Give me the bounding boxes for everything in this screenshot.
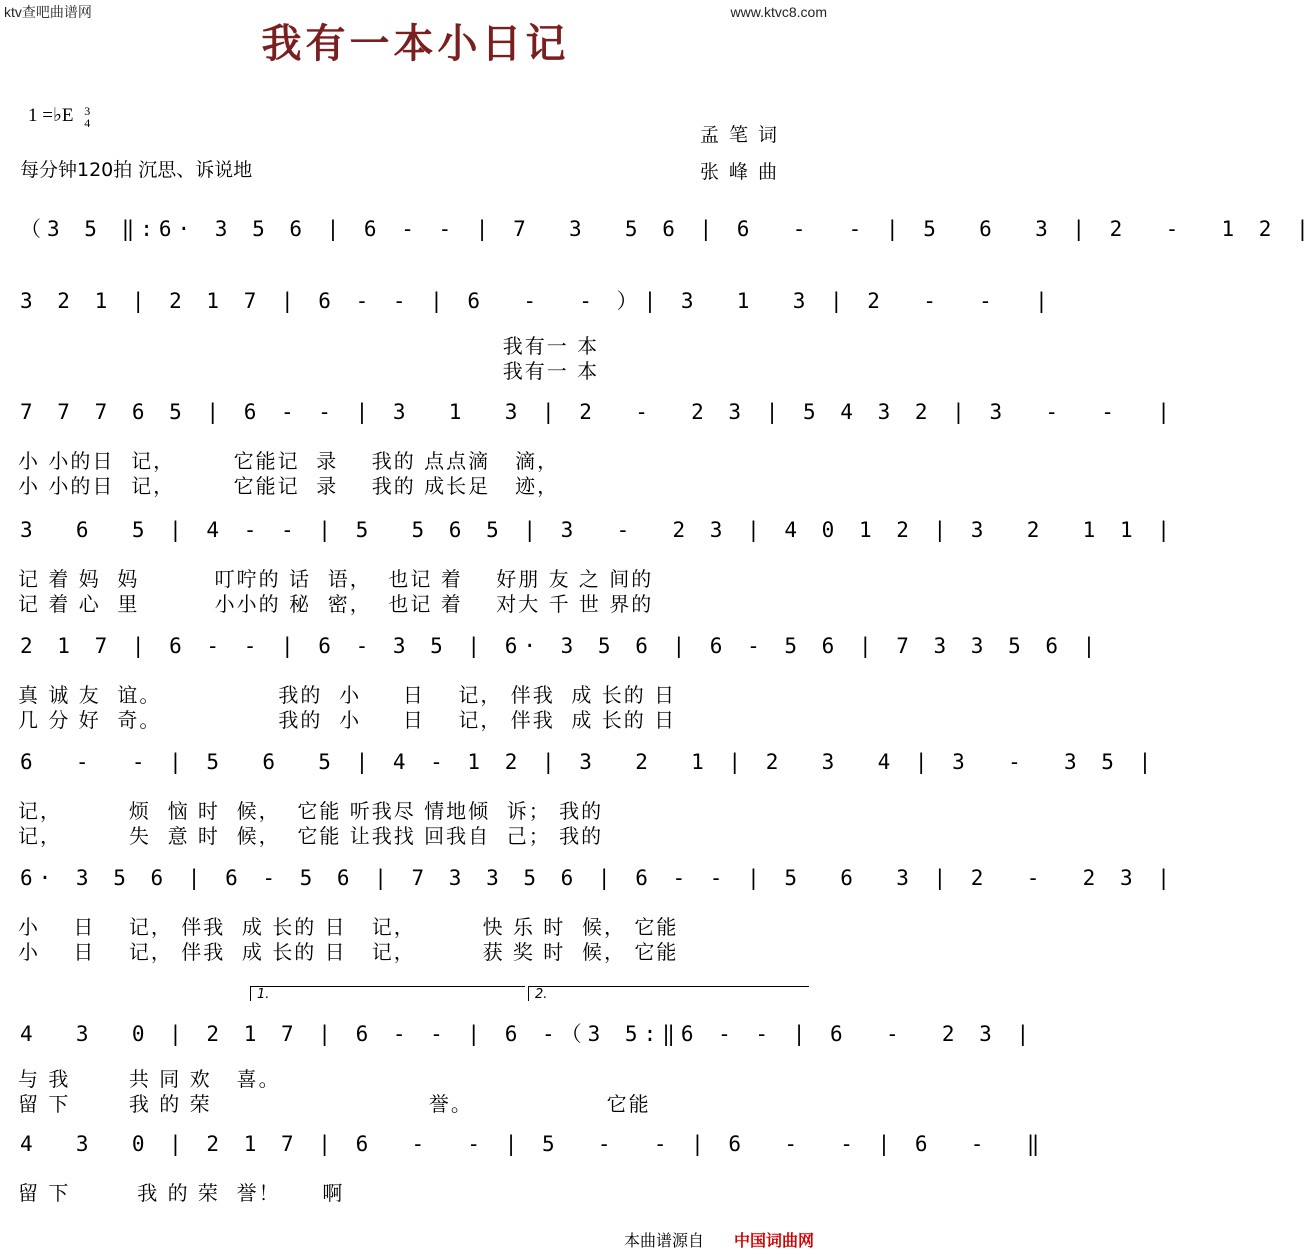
lyric-line: 小 小的日 记， 它能记 录 我的 成长足 迹，	[18, 474, 560, 498]
notes: （3 5 ‖:6· 3 5 6 | 6 - - | 7 3 5 6 | 6 - - | 5 6 3 | 2 - 1 2 |	[20, 217, 1315, 241]
notes: 4 3 0 | 2 1 7 | 6 - - | 5 - - | 6 - - | 6 - ‖	[20, 1132, 1046, 1156]
watermark-right: www.ktvc8.com	[730, 4, 827, 20]
lyric-line: 留 下 我 的 荣 誉。 它能	[18, 1092, 651, 1116]
notes: 4 3 0 | 2 1 7 | 6 - - | 6 -（3 5:‖6 - - | 6 - 2 3 |	[20, 1022, 1036, 1046]
score-row-1	[20, 213, 1315, 245]
notes: 6· 3 5 6 | 6 - 5 6 | 7 3 3 5 6 | 6 - - | 5 6 3 | 2 - 2 3 |	[20, 866, 1176, 890]
time-sig-top: 3	[84, 103, 91, 118]
notes: 7 7 7 6 5 | 6 - - | 3 1 3 | 2 - 2 3 | 5 4 3 2 | 3 - - |	[20, 400, 1176, 424]
lyric-line: 几 分 好 奇。 我的 小 日 记， 伴我 成 长的 日	[18, 708, 677, 732]
lyric-line: 记， 失 意 时 候， 它能 让我找 回我自 己； 我的	[18, 824, 604, 848]
lyric-line: 小 日 记， 伴我 成 长的 日 记， 获 奖 时 候， 它能	[18, 940, 679, 964]
tempo-marking: 每分钟120拍 沉思、诉说地	[20, 159, 253, 181]
lyric-line: 记， 烦 恼 时 候， 它能 听我尽 情地倾 诉； 我的	[18, 799, 604, 823]
ending-2: 2.	[528, 986, 809, 1001]
score-row-5	[20, 634, 1102, 666]
score-row-9	[20, 1132, 1046, 1164]
score-row-6	[20, 750, 1158, 782]
lyricist-credit: 孟笔词	[700, 124, 788, 146]
key-signature	[28, 104, 90, 129]
lyric-line: 我有一 本	[18, 359, 600, 383]
lyric-line: 留 下 我 的 荣 誉！ 啊	[18, 1181, 345, 1205]
song-title: 我有一本小日记	[261, 21, 570, 67]
score-row-2	[20, 285, 1054, 317]
score-row-7	[20, 866, 1176, 898]
lyric-line: 记 着 妈 妈 叮咛的 话 语， 也记 着 好朋 友 之 间的	[18, 567, 654, 591]
notes: 2 1 7 | 6 - - | 6 - 3 5 | 6· 3 5 6 | 6 - 5 6 | 7 3 3 5 6 |	[20, 634, 1102, 658]
ending-1: 1.	[250, 986, 525, 1001]
score-row-3	[20, 400, 1176, 432]
notes: 6 - - | 5 6 5 | 4 - 1 2 | 3 2 1 | 2 3 4 | 3 - 3 5 |	[20, 750, 1158, 774]
lyric-line: 记 着 心 里 小小的 秘 密， 也记 着 对大 千 世 界的	[18, 592, 654, 616]
key-label: 1 =♭E	[28, 105, 74, 126]
watermark-left: ktv查吧曲谱网	[4, 4, 92, 20]
notes: 3 6 5 | 4 - - | 5 5 6 5 | 3 - 2 3 | 4 0 1 2 | 3 2 1 1 |	[20, 518, 1176, 542]
lyric-line: 与 我 共 同 欢 喜。	[18, 1067, 281, 1091]
score-row-8	[20, 1018, 1036, 1050]
source-brand-logo: 中国词曲网	[734, 1231, 815, 1250]
source-label: 本曲谱源自	[624, 1231, 705, 1250]
notes: 3 2 1 | 2 1 7 | 6 - - | 6 - - ）| 3 1 3 | 2 - - |	[20, 289, 1054, 313]
lyric-line: 真 诚 友 谊。 我的 小 日 记， 伴我 成 长的 日	[18, 683, 677, 707]
composer-credit: 张峰曲	[700, 161, 788, 183]
time-signature	[84, 105, 90, 129]
lyric-line: 小 日 记， 伴我 成 长的 日 记， 快 乐 时 候， 它能	[18, 915, 679, 939]
time-sig-bottom: 4	[84, 115, 91, 130]
score-row-4	[20, 518, 1176, 550]
lyric-line: 我有一 本	[18, 334, 600, 358]
lyric-line: 小 小的日 记， 它能记 录 我的 点点滴 滴，	[18, 449, 560, 473]
